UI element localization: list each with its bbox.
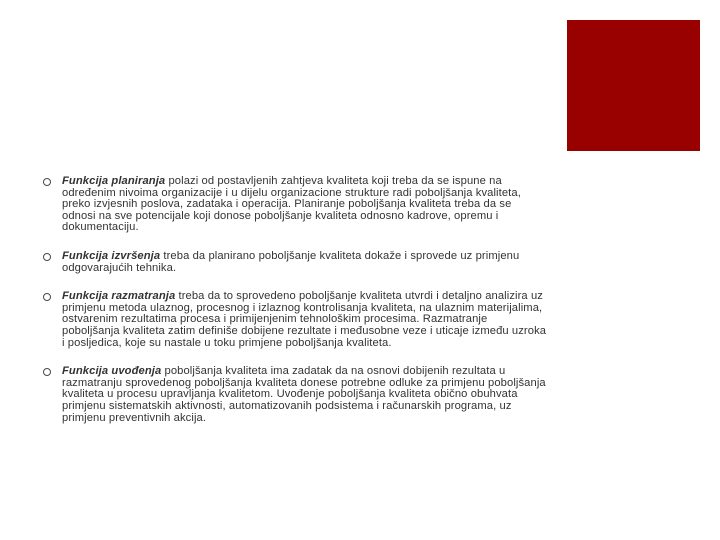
bullet-term: Funkcija planiranja — [62, 175, 166, 187]
bullet-term: Funkcija uvođenja — [62, 365, 162, 378]
accent-block — [567, 20, 700, 151]
bullet-ring-icon — [43, 293, 51, 301]
bullet-list — [42, 176, 547, 424]
bullet-term: Funkcija razmatranja — [62, 290, 176, 303]
bullet-text: treba da to sprovedeno poboljšanje kvaliteta utvrdi i detaljno analizira uz primjenu metoda ulaznog, procesnog i izlaznog kontrolisanja kvaliteta, na ulaznim materijalima, ostvarenim rezultatima procesa i primijenjenim tehnološkim procesima. Razmatranje poboljšanja kvaliteta zatim definiše dobijene rezultate i međusobne veze i uticaje između uzroka i posljedica, koje su nastale u toku primjene poboljšanja kvaliteta. — [62, 290, 547, 349]
bullet-text: treba da planirano poboljšanje kvaliteta dokaže i sprovede uz primjenu odgovarajućih tehnika. — [62, 249, 520, 274]
bullet-ring-icon — [43, 368, 51, 376]
list-item-execution — [42, 251, 547, 274]
bullet-text: polazi od postavljenih zahtjeva kvaliteta koji treba da se ispune na određenim nivoima organizacije i u dijelu organizacione strukture radi poboljšanja kvaliteta, preko izvjesnih poslova, zadataka i operacija. Planiranje poboljšanja kvaliteta treba da se odnosi na sve potencijale koji donose poboljšanje kvaliteta odnosno kadrove, opremu i dokumentaciju. — [62, 175, 521, 234]
bullet-ring-icon — [43, 178, 51, 186]
list-item-planning — [42, 176, 547, 234]
bullet-ring-icon — [43, 253, 51, 261]
list-item-introduction — [42, 366, 547, 424]
list-item-review — [42, 291, 547, 349]
bullet-text: poboljšanja kvaliteta ima zadatak da na osnovi dobijenih rezultata u razmatranju sprovedenog poboljšanja kvaliteta donese potrebne odluke za primjenu poboljšanja kvaliteta u procesu upravljanja kvalitetom. Uvođenje poboljšanja kvaliteta obično obuhvata primjenu sistematskih aktivnosti, automatizovanih podsistema i računarskih programa, uz primjenu preventivnih akcija. — [62, 365, 546, 424]
bullet-term: Funkcija izvršenja — [62, 249, 161, 262]
